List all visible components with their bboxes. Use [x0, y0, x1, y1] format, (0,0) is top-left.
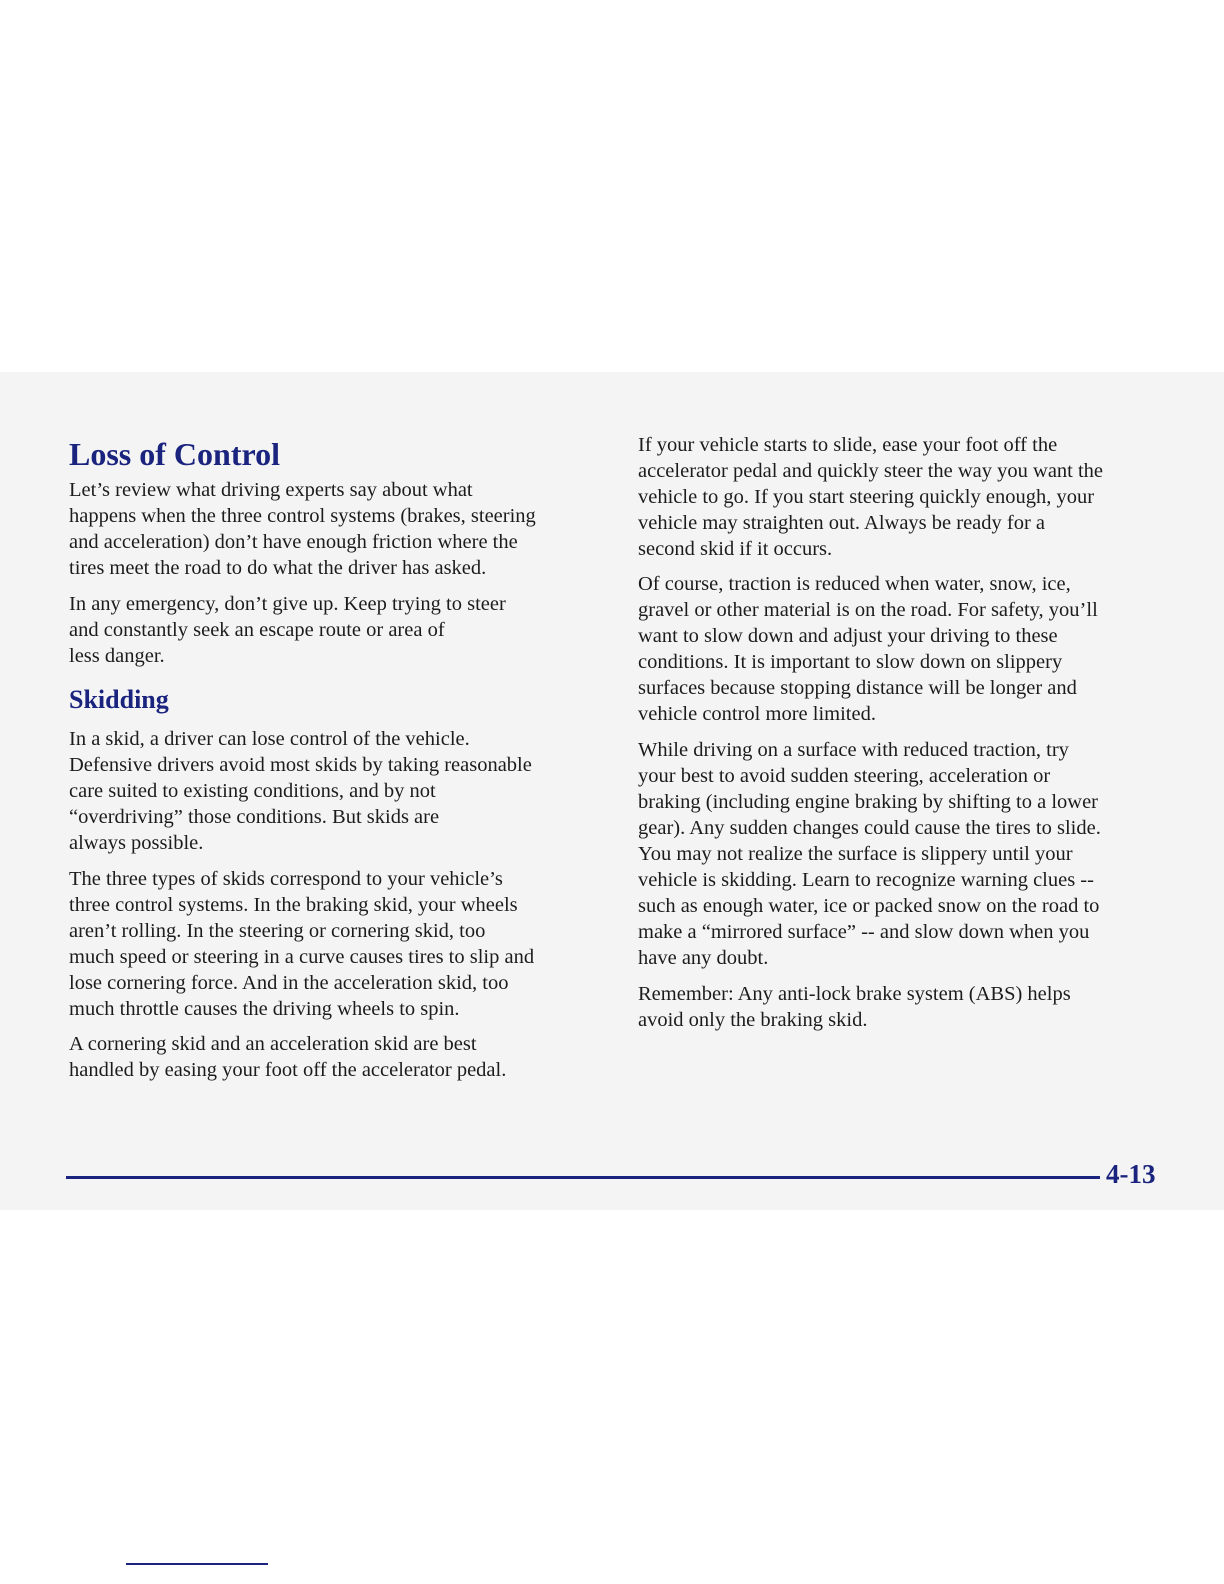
- text-line: three control systems. In the braking skid, your wheels: [69, 894, 518, 916]
- footer-rule: [66, 1176, 1100, 1179]
- text-line: such as enough water, ice or packed snow on the road to: [638, 895, 1100, 917]
- bottom-mark-line: [126, 1563, 268, 1565]
- text-line: If your vehicle starts to slide, ease your foot off the: [638, 434, 1058, 456]
- text-line: braking (including engine braking by shifting to a lower: [638, 791, 1099, 813]
- text-line: much throttle causes the driving wheels to spin.: [69, 998, 460, 1020]
- text-line: While driving on a surface with reduced traction, try: [638, 739, 1069, 761]
- text-line: lose cornering force. And in the acceleration skid, too: [69, 972, 509, 994]
- text-line: avoid only the braking skid.: [638, 1009, 868, 1031]
- text-line: In a skid, a driver can lose control of the vehicle.: [69, 728, 470, 750]
- page-number: 4-13: [1106, 1159, 1156, 1189]
- text-line: accelerator pedal and quickly steer the way you want the: [638, 460, 1104, 482]
- text-line: tires meet the road to do what the driver has asked.: [69, 557, 487, 579]
- paragraph-left-4: [69, 866, 534, 1022]
- text-line: vehicle control more limited.: [638, 703, 876, 725]
- heading-loss-of-control: Loss of Control: [69, 436, 280, 472]
- text-line: In any emergency, don’t give up. Keep trying to steer: [69, 593, 506, 615]
- text-line: gravel or other material is on the road. For safety, you’ll: [638, 599, 1098, 621]
- text-line: aren’t rolling. In the steering or cornering skid, too: [69, 920, 486, 942]
- text-line: Remember: Any anti-lock brake system (ABS) helps: [638, 983, 1071, 1005]
- text-line: vehicle may straighten out. Always be ready for a: [638, 512, 1046, 534]
- text-line: Of course, traction is reduced when water, snow, ice,: [638, 573, 1071, 595]
- text-line: “overdriving” those conditions. But skids are: [69, 806, 440, 828]
- text-line: less danger.: [69, 645, 165, 667]
- text-line: happens when the three control systems (brakes, steering: [69, 505, 536, 527]
- paragraph-right-3: [638, 737, 1101, 971]
- text-line: and constantly seek an escape route or area of: [69, 619, 445, 641]
- paragraph-left-2: [69, 591, 506, 669]
- text-line: make a “mirrored surface” -- and slow down when you: [638, 921, 1090, 943]
- paragraph-right-4: [638, 981, 1071, 1033]
- paragraph-left-1: [69, 477, 536, 581]
- text-line: much speed or steering in a curve causes tires to slip and: [69, 946, 535, 968]
- text-line: Let’s review what driving experts say about what: [69, 479, 473, 501]
- text-line: always possible.: [69, 832, 204, 854]
- text-line: vehicle to go. If you start steering quickly enough, your: [638, 486, 1095, 508]
- text-line: gear). Any sudden changes could cause the tires to slide.: [638, 817, 1101, 839]
- text-line: and acceleration) don’t have enough friction where the: [69, 531, 518, 553]
- text-line: conditions. It is important to slow down on slippery: [638, 651, 1063, 673]
- text-line: You may not realize the surface is slippery until your: [638, 843, 1073, 865]
- paragraph-right-2: [638, 571, 1098, 727]
- text-line: A cornering skid and an acceleration skid are best: [69, 1033, 477, 1055]
- paragraph-left-3: [69, 726, 532, 856]
- text-line: care suited to existing conditions, and by not: [69, 780, 436, 802]
- text-line: want to slow down and adjust your driving to these: [638, 625, 1058, 647]
- text-line: handled by easing your foot off the accelerator pedal.: [69, 1059, 507, 1081]
- text-line: The three types of skids correspond to your vehicle’s: [69, 868, 503, 890]
- text-line: vehicle is skidding. Learn to recognize warning clues --: [638, 869, 1094, 891]
- heading-skidding: Skidding: [69, 685, 169, 714]
- paragraph-left-5: [69, 1031, 506, 1083]
- paragraph-right-1: [638, 432, 1103, 562]
- text-line: surfaces because stopping distance will be longer and: [638, 677, 1077, 699]
- text-line: your best to avoid sudden steering, acceleration or: [638, 765, 1051, 787]
- text-line: Defensive drivers avoid most skids by taking reasonable: [69, 754, 532, 776]
- text-line: second skid if it occurs.: [638, 538, 833, 560]
- text-line: have any doubt.: [638, 947, 769, 969]
